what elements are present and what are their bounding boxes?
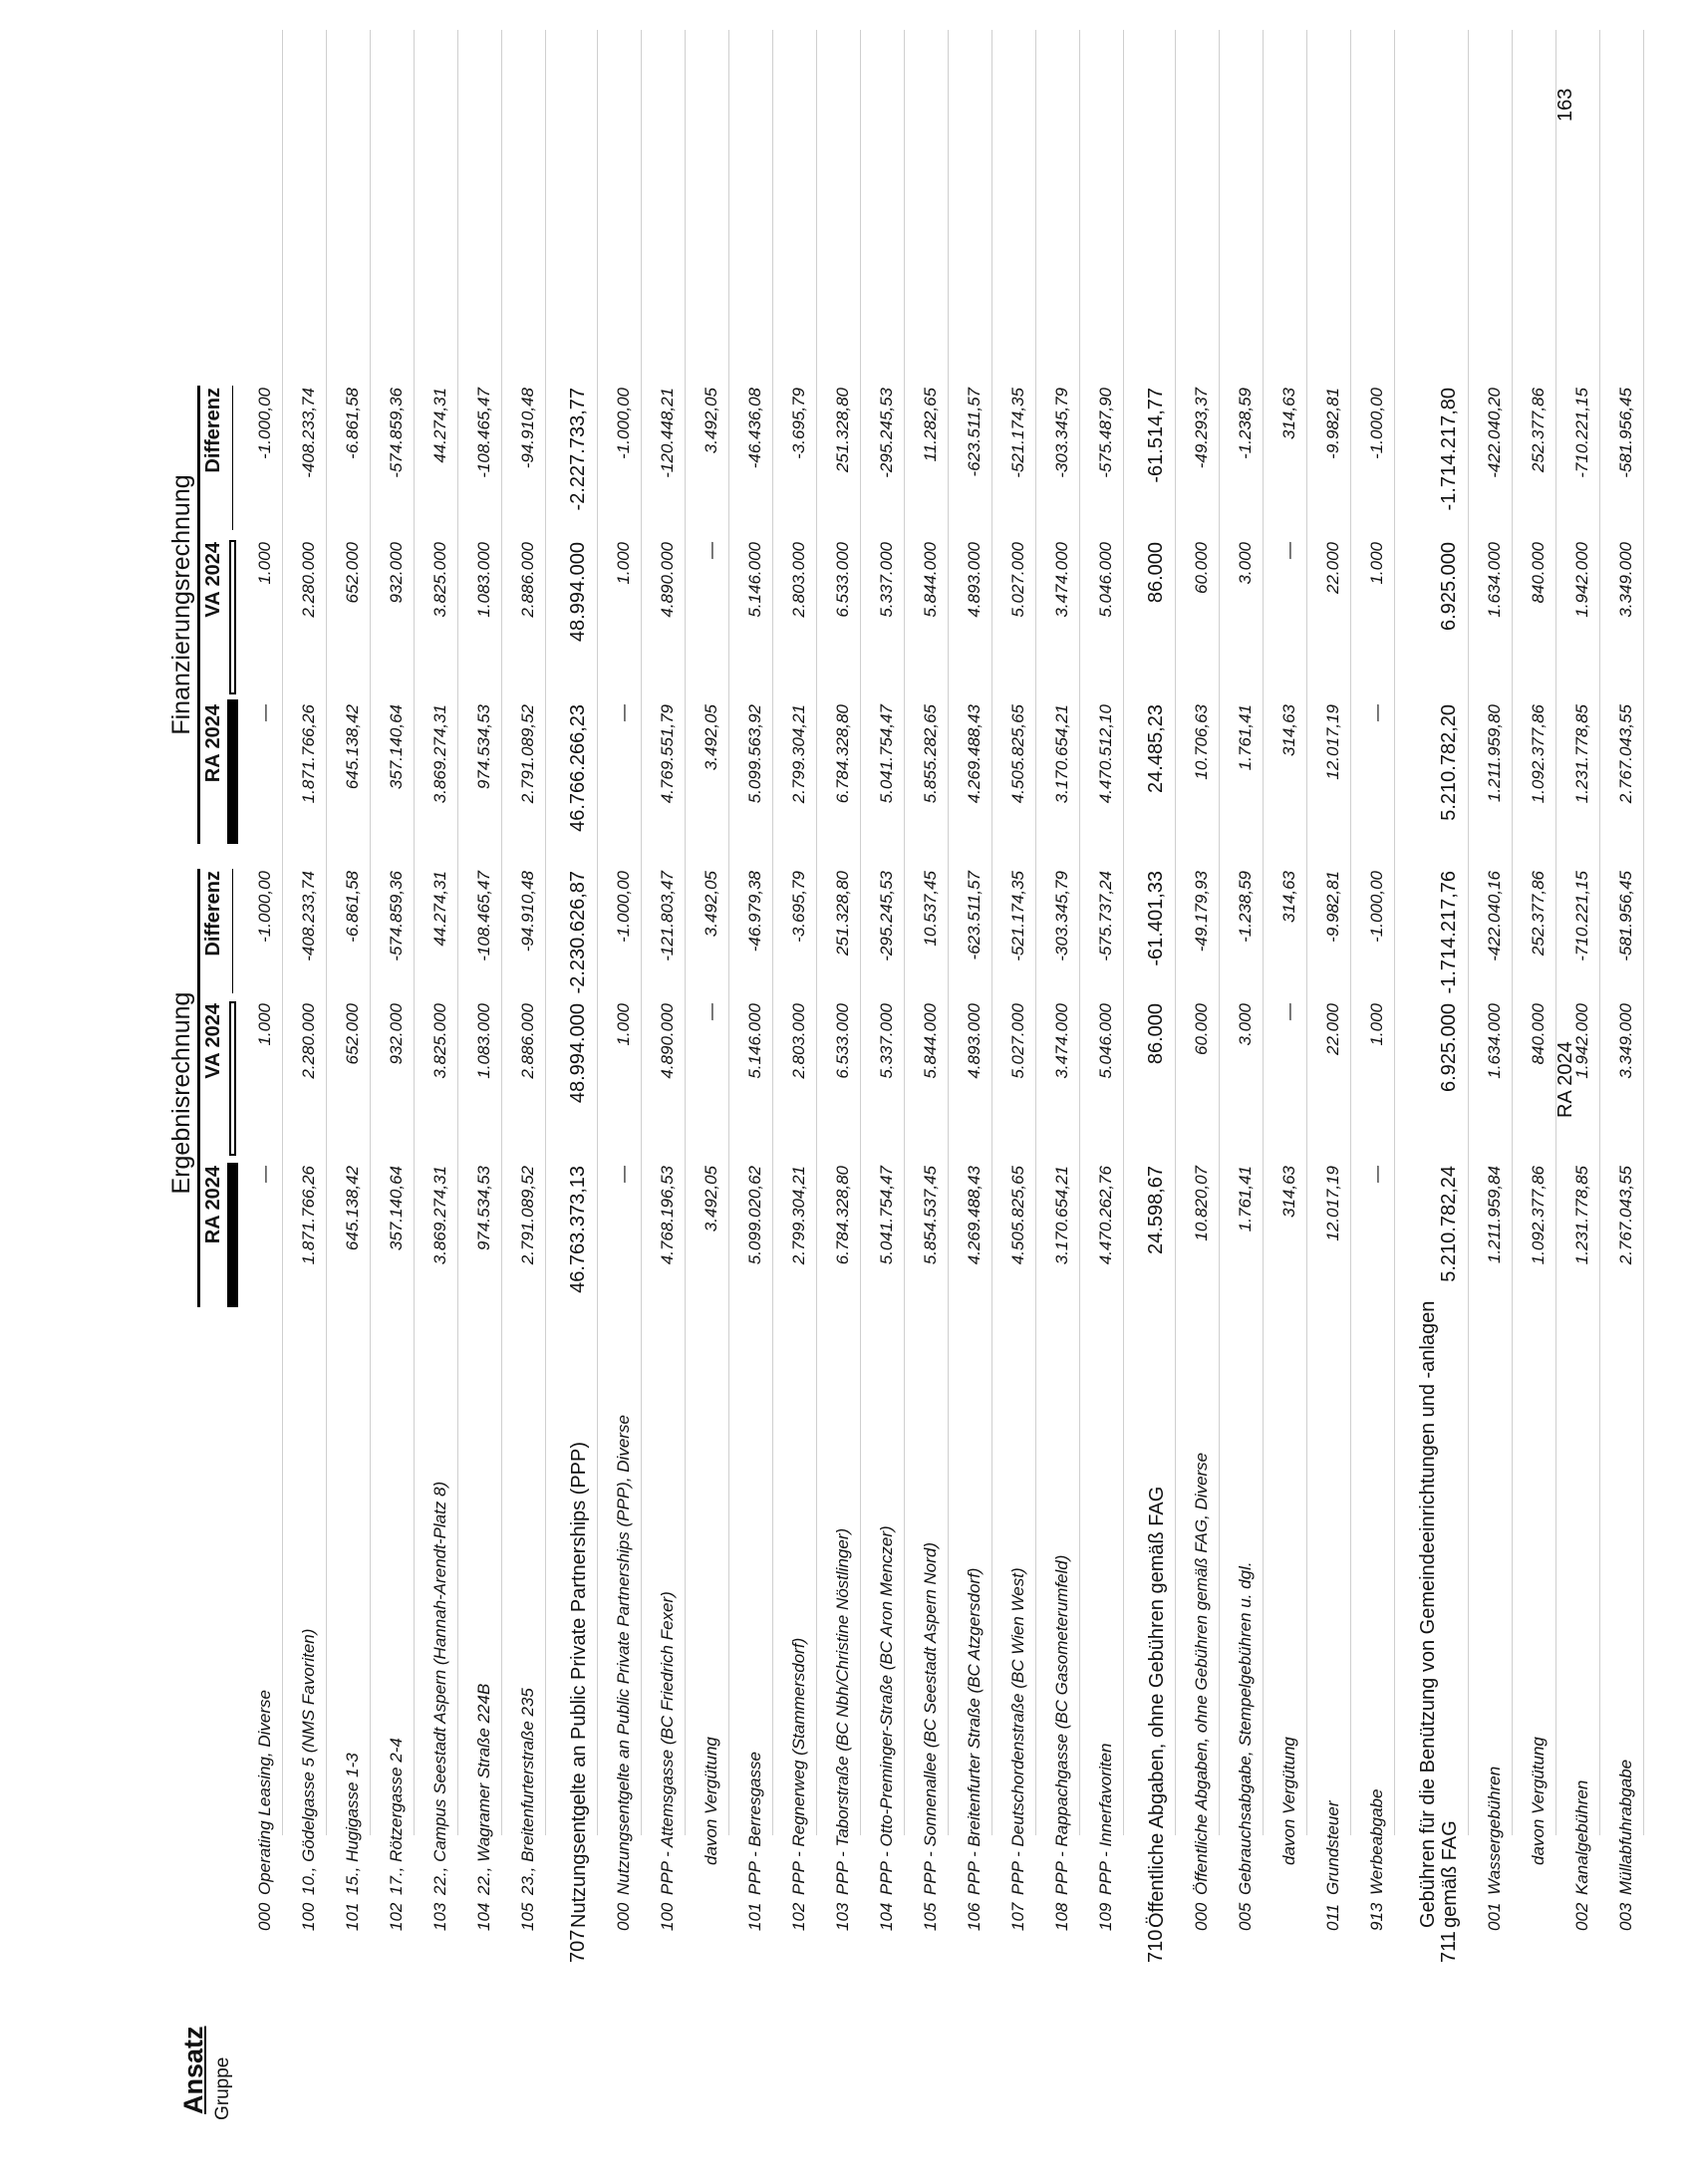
table-row [1176, 0, 1220, 2184]
ergebnis-va-value: 1.000 [614, 1003, 633, 1046]
position-code: 106 [965, 1902, 984, 1931]
ergebnis-ra-value: 974.534,53 [474, 1166, 493, 1251]
finanz-ra-value: — [1367, 704, 1386, 721]
finanz-ra-value: 1.871.766,26 [299, 704, 318, 804]
finanz-va-value: 2.886.000 [518, 542, 537, 618]
ergebnis-diff-value: -3.695,79 [789, 871, 808, 943]
position-code: 002 [1572, 1902, 1591, 1931]
ergebnis-va-value: 4.890.000 [658, 1003, 677, 1079]
finanz-diff-value: -623.511,57 [965, 388, 984, 477]
finanz-ra-value: 1.092.377,86 [1529, 704, 1548, 804]
finanz-ra-value: 6.784.328,80 [833, 704, 852, 804]
ergebnis-ra-value: 46.763.373,13 [567, 1166, 589, 1293]
table-row [1220, 0, 1264, 2184]
ergebnis-ra-value: 10.820,07 [1192, 1166, 1211, 1241]
finanz-va-value: 1.000 [1367, 542, 1386, 585]
ergebnis-va-value: — [702, 1003, 720, 1020]
finanz-va-value: 6.533.000 [833, 542, 852, 618]
finanz-va-value: 60.000 [1192, 542, 1211, 594]
finanz-ra-value: 5.855.282,65 [921, 704, 940, 804]
finanz-diff-value: -1.000,00 [1367, 388, 1386, 459]
ergebnis-diff-value: -9.982,81 [1323, 871, 1342, 943]
row-label: 23., Breitenfurterstraße 235 [518, 1688, 537, 1895]
finanz-col-ra: RA 2024 [202, 704, 224, 783]
row-label: davon Vergütung [702, 1737, 720, 1865]
finanz-ra-value: 5.041.754,47 [877, 704, 896, 804]
finanz-va-value: 22.000 [1323, 542, 1342, 594]
ergebnis-va-bar [229, 1001, 236, 1156]
finanz-diff-value: 11.282,65 [921, 388, 940, 462]
table-row [327, 0, 371, 2184]
table-row [1264, 0, 1307, 2184]
finanz-va-value: 2.803.000 [789, 542, 808, 618]
finanz-va-value: 5.146.000 [745, 542, 764, 618]
ergebnis-diff-value: -61.401,33 [1145, 871, 1167, 966]
ergebnis-diff-value: -422.040,16 [1485, 871, 1504, 961]
position-code: 000 [255, 1902, 274, 1931]
row-label: Öffentliche Abgaben, ohne Gebühren gemäß FAG [1146, 1486, 1168, 1928]
table-row [817, 0, 861, 2184]
finanz-diff-value: 44.274,31 [430, 388, 449, 463]
finanz-diff-value: -1.000,00 [614, 388, 633, 459]
finanz-ra-value: 4.269.488,43 [965, 704, 984, 804]
position-code: 105 [518, 1902, 537, 1931]
finanz-diff-line [232, 386, 233, 530]
ergebnis-va-value: 1.000 [255, 1003, 274, 1046]
finanz-ra-value: 2.791.089,52 [518, 704, 537, 804]
ergebnis-ra-value: 2.791.089,52 [518, 1166, 537, 1265]
ergebnis-va-value: 1.634.000 [1485, 1003, 1504, 1079]
row-label: 22., Wagramer Straße 224B [474, 1683, 493, 1895]
finanz-diff-value: -1.238,59 [1236, 388, 1255, 459]
ergebnis-diff-value: 252.377,86 [1529, 871, 1548, 956]
finanz-diff-value: -3.695,79 [789, 388, 808, 459]
table-row [283, 0, 327, 2184]
ergebnis-va-value: 932.000 [387, 1003, 406, 1065]
row-label: PPP - Innerfavoriten [1096, 1743, 1115, 1895]
finanz-va-value: 2.280.000 [299, 542, 318, 618]
ergebnis-ra-value: 3.492,05 [702, 1166, 720, 1232]
page-number: 163 [1554, 88, 1576, 122]
finanz-ra-value: 645.138,42 [343, 704, 362, 790]
position-code: 101 [745, 1902, 764, 1931]
finanz-ra-value: 357.140,64 [387, 704, 406, 790]
finanz-title: Finanzierungsrechnung [167, 474, 195, 735]
table-row [239, 0, 283, 2184]
finanz-diff-value: -581.956,45 [1616, 388, 1635, 478]
finanz-va-value: 5.337.000 [877, 542, 896, 618]
ergebnis-va-value: 2.280.000 [299, 1003, 318, 1079]
finanz-ra-value: 2.767.043,55 [1616, 704, 1635, 804]
ergebnis-ra-value: 3.170.654,21 [1052, 1166, 1071, 1265]
ergebnis-diff-value: -121.803,47 [658, 871, 677, 961]
table-row [1036, 0, 1080, 2184]
finanz-ra-value: 4.470.512,10 [1096, 704, 1115, 804]
table-row [1469, 0, 1513, 2184]
ergebnis-col-ra: RA 2024 [202, 1166, 224, 1244]
finanz-diff-value: -1.714.217,80 [1438, 388, 1460, 511]
table-row [502, 0, 546, 2184]
finanz-diff-value: -46.436,08 [745, 388, 764, 469]
row-label: Gebühren für die Benützung von Gemeindeeinrichtungen und -anlagen gemäß FAG [1417, 1300, 1461, 1928]
finanz-diff-value: -2.227.733,77 [567, 388, 589, 511]
ergebnis-va-value: 86.000 [1145, 1003, 1167, 1065]
ergebnis-va-value: 5.844.000 [921, 1003, 940, 1079]
finanz-ra-value: 12.017,19 [1323, 704, 1342, 780]
ergebnis-diff-line [232, 869, 233, 993]
finanz-diff-value: -295.245,53 [877, 388, 896, 478]
position-code: 103 [833, 1902, 852, 1931]
table-row [546, 0, 598, 2184]
ergebnis-ra-value: — [255, 1166, 274, 1183]
ergebnis-va-value: 2.886.000 [518, 1003, 537, 1079]
finanz-diff-value: 251.328,80 [833, 388, 852, 473]
finanz-diff-value: -6.861,58 [343, 388, 362, 459]
row-label: Werbeabgabe [1367, 1788, 1386, 1895]
row-label: Nutzungsentgelte an Public Private Partnerships (PPP), Diverse [614, 1415, 633, 1895]
finanz-va-value: 1.083.000 [474, 542, 493, 618]
finanz-va-value: — [1279, 542, 1298, 559]
ergebnis-diff-value: -1.000,00 [614, 871, 633, 943]
finanz-ra-value: 46.766.266,23 [567, 704, 589, 832]
ergebnis-diff-value: -49.179,93 [1192, 871, 1211, 953]
ergebnis-diff-value: -108.465,47 [474, 871, 493, 961]
position-code: 001 [1485, 1902, 1504, 1931]
ergebnis-va-value: 4.893.000 [965, 1003, 984, 1079]
table-row [686, 0, 729, 2184]
ergebnis-ra-value: 4.768.196,53 [658, 1166, 677, 1265]
row-label: 15., Hugigasse 1-3 [343, 1753, 362, 1895]
position-code: 000 [1192, 1902, 1211, 1931]
position-code: 102 [789, 1902, 808, 1931]
table-row [415, 0, 458, 2184]
finanz-va-value: 3.349.000 [1616, 542, 1635, 618]
finanz-va-value: 3.474.000 [1052, 542, 1071, 618]
position-code: 109 [1096, 1902, 1115, 1931]
group-number: 711 [1438, 1931, 1460, 1963]
table-row [949, 0, 992, 2184]
row-label: PPP - Breitenfurter Straße (BC Atzgersdorf) [965, 1567, 984, 1895]
ergebnis-va-value: 3.474.000 [1052, 1003, 1071, 1079]
row-label: PPP - Sonnenallee (BC Seestadt Aspern Nord) [921, 1541, 940, 1895]
position-code: 003 [1616, 1902, 1635, 1931]
finanz-ra-value: 314,63 [1279, 704, 1298, 756]
ergebnis-diff-value: -94.910,48 [518, 871, 537, 953]
ergebnis-diff-value: -1.000,00 [1367, 871, 1386, 943]
ansatz-heading: Ansatz [178, 2026, 208, 2114]
gruppe-heading: Gruppe [212, 2056, 233, 2120]
finanz-va-value: 86.000 [1145, 542, 1167, 604]
finanz-va-value: 3.000 [1236, 542, 1255, 585]
table-row [729, 0, 773, 2184]
table-row [905, 0, 949, 2184]
table-row [458, 0, 502, 2184]
row-label: Kanalgebühren [1572, 1779, 1591, 1895]
finanz-ra-value: 5.210.782,20 [1438, 704, 1460, 821]
ergebnis-va-value: 6.533.000 [833, 1003, 852, 1079]
ergebnis-col-diff: Differenz [202, 871, 224, 956]
position-code: 105 [921, 1902, 940, 1931]
ergebnis-va-value: 5.027.000 [1008, 1003, 1027, 1079]
ergebnis-diff-value: -710.221,15 [1572, 871, 1591, 961]
ergebnis-diff-value: -1.000,00 [255, 871, 274, 943]
finanz-diff-value: -49.293,37 [1192, 388, 1211, 469]
ergebnis-ra-value: 314,63 [1279, 1166, 1298, 1218]
ergebnis-va-value: 1.000 [1367, 1003, 1386, 1046]
ergebnis-diff-value: -575.737,24 [1096, 871, 1115, 961]
position-code: 102 [387, 1902, 406, 1931]
row-label: Wassergebühren [1485, 1766, 1504, 1895]
ergebnis-ra-value: 1.211.959,84 [1485, 1166, 1504, 1263]
footer-report: RA 2024 [1554, 1041, 1576, 1118]
ergebnis-ra-value: 5.854.537,45 [921, 1166, 940, 1265]
finanz-ra-value: 3.869.274,31 [430, 704, 449, 804]
finanz-va-value: 48.994.000 [567, 542, 589, 643]
position-code: 913 [1367, 1902, 1386, 1931]
finanz-ra-value: 4.769.551,79 [658, 704, 677, 804]
ergebnis-diff-value: -46.979,38 [745, 871, 764, 953]
finanz-ra-value: 2.799.304,21 [789, 704, 808, 804]
finanz-diff-value: -108.465,47 [474, 388, 493, 478]
row-label: davon Vergütung [1529, 1737, 1548, 1865]
row-label: Gebrauchsabgabe, Stempelgebühren u. dgl. [1236, 1561, 1255, 1895]
finanz-va-value: 4.890.000 [658, 542, 677, 618]
finanz-diff-value: 314,63 [1279, 388, 1298, 439]
ergebnis-diff-value: -295.245,53 [877, 871, 896, 961]
finanz-ra-bar [227, 699, 238, 844]
finanz-ra-value: 5.099.563,92 [745, 704, 764, 804]
ergebnis-ra-value: — [614, 1166, 633, 1183]
ergebnis-rule [197, 869, 200, 1307]
finanz-col-diff: Differenz [202, 388, 224, 473]
ergebnis-ra-value: 5.210.782,24 [1438, 1166, 1460, 1282]
finanz-va-value: 3.825.000 [430, 542, 449, 618]
row-label: PPP - Taborstraße (BC Nbh/Christine Nöstlinger) [833, 1527, 852, 1895]
ergebnis-diff-value: -408.233,74 [299, 871, 318, 961]
ergebnis-ra-value: 4.269.488,43 [965, 1166, 984, 1265]
ergebnis-va-value: 3.349.000 [1616, 1003, 1635, 1079]
finanz-diff-value: -303.345,79 [1052, 388, 1071, 478]
row-label: 22., Campus Seestadt Aspern (Hannah-Arendt-Platz 8) [430, 1481, 449, 1895]
ergebnis-diff-value: -1.238,59 [1236, 871, 1255, 943]
finanz-ra-value: — [614, 704, 633, 721]
row-label: Öffentliche Abgaben, ohne Gebühren gemäß FAG, Diverse [1192, 1452, 1211, 1895]
ergebnis-ra-value: 24.598,67 [1145, 1166, 1167, 1254]
finanz-diff-value: -521.174,35 [1008, 388, 1027, 478]
position-code: 108 [1052, 1902, 1071, 1931]
ergebnis-va-value: 2.803.000 [789, 1003, 808, 1079]
ergebnis-diff-value: -1.714.217,76 [1438, 871, 1460, 994]
ergebnis-ra-bar [227, 1163, 238, 1307]
ergebnis-diff-value: 44.274,31 [430, 871, 449, 947]
position-code: 011 [1323, 1903, 1342, 1931]
finanz-va-value: 1.000 [614, 542, 633, 585]
group-number: 707 [567, 1929, 589, 1963]
position-code: 005 [1236, 1902, 1255, 1931]
ergebnis-ra-value: 1.761,41 [1236, 1166, 1255, 1232]
position-code: 104 [474, 1902, 493, 1931]
ergebnis-va-value: 1.942.000 [1572, 1003, 1591, 1079]
finanz-va-value: 5.844.000 [921, 542, 940, 618]
table-row [642, 0, 686, 2184]
finanz-diff-value: -9.982,81 [1323, 388, 1342, 459]
ergebnis-ra-value: 1.871.766,26 [299, 1166, 318, 1265]
row-label: Nutzungsentgelte an Public Private Partnerships (PPP) [568, 1441, 590, 1928]
finanz-va-value: 932.000 [387, 542, 406, 604]
ergebnis-diff-value: 251.328,80 [833, 871, 852, 956]
ergebnis-title: Ergebnisrechnung [167, 991, 195, 1195]
finanz-diff-value: -422.040,20 [1485, 388, 1504, 478]
ergebnis-ra-value: 357.140,64 [387, 1166, 406, 1251]
finanz-va-value: 840.000 [1529, 542, 1548, 604]
table-row [1307, 0, 1351, 2184]
ergebnis-diff-value: -2.230.626,87 [567, 871, 589, 994]
ergebnis-va-value: 48.994.000 [567, 1003, 589, 1104]
row-label: PPP - Berresgasse [745, 1752, 764, 1895]
position-code: 104 [877, 1902, 896, 1931]
ergebnis-va-value: 840.000 [1529, 1003, 1548, 1065]
row-label: PPP - Attemsgasse (BC Friedrich Fexer) [658, 1591, 677, 1895]
table-row [1600, 0, 1644, 2184]
ergebnis-col-va: VA 2024 [202, 1003, 224, 1079]
ergebnis-va-value: 60.000 [1192, 1003, 1211, 1055]
ergebnis-va-value: 6.925.000 [1438, 1003, 1460, 1092]
ergebnis-ra-value: 4.470.262,76 [1096, 1166, 1115, 1265]
finanz-diff-value: 3.492,05 [702, 388, 720, 454]
finanz-va-value: 652.000 [343, 542, 362, 604]
ergebnis-ra-value: 645.138,42 [343, 1166, 362, 1251]
row-label: PPP - Otto-Preminger-Straße (BC Aron Menczer) [877, 1525, 896, 1895]
ergebnis-ra-value: 1.092.377,86 [1529, 1166, 1548, 1265]
finanz-ra-value: 24.485,23 [1145, 704, 1167, 793]
ergebnis-va-value: 3.000 [1236, 1003, 1255, 1046]
ergebnis-ra-value: 5.099.020,62 [745, 1166, 764, 1265]
ergebnis-diff-value: -623.511,57 [965, 871, 984, 960]
position-code: 100 [658, 1902, 677, 1931]
ergebnis-ra-value: — [1367, 1166, 1386, 1183]
finanz-ra-value: — [255, 704, 274, 721]
finanz-va-value: 6.925.000 [1438, 542, 1460, 631]
table-row [1395, 0, 1469, 2184]
ergebnis-ra-value: 4.505.825,65 [1008, 1166, 1027, 1265]
row-label: Müllabfuhrabgabe [1616, 1759, 1635, 1895]
finanz-va-value: 5.027.000 [1008, 542, 1027, 618]
finanz-ra-value: 4.505.825,65 [1008, 704, 1027, 804]
finanz-va-value: 1.000 [255, 542, 274, 585]
finanz-ra-value: 3.492,05 [702, 704, 720, 771]
table-row [773, 0, 817, 2184]
finanz-diff-value: -1.000,00 [255, 388, 274, 459]
position-code: 000 [614, 1902, 633, 1931]
finanz-va-value: 1.942.000 [1572, 542, 1591, 618]
ergebnis-ra-value: 2.799.304,21 [789, 1166, 808, 1265]
ergebnis-diff-value: -574.859,36 [387, 871, 406, 961]
finanz-ra-value: 1.761,41 [1236, 704, 1255, 771]
finanz-va-value: 1.634.000 [1485, 542, 1504, 618]
row-label: 17., Rötzergasse 2-4 [387, 1738, 406, 1895]
position-code: 107 [1008, 1902, 1027, 1931]
finanz-ra-value: 1.231.778,85 [1572, 704, 1591, 804]
position-code: 103 [430, 1902, 449, 1931]
finanz-diff-value: 252.377,86 [1529, 388, 1548, 473]
finanz-rule [197, 386, 200, 844]
ergebnis-va-value: 1.083.000 [474, 1003, 493, 1079]
ergebnis-diff-value: 314,63 [1279, 871, 1298, 923]
finanz-ra-value: 3.170.654,21 [1052, 704, 1071, 804]
finanz-diff-value: -94.910,48 [518, 388, 537, 469]
row-separator [1643, 30, 1644, 1835]
ergebnis-diff-value: 3.492,05 [702, 871, 720, 938]
ergebnis-ra-value: 2.767.043,55 [1616, 1166, 1635, 1265]
finanz-diff-value: -710.221,15 [1572, 388, 1591, 478]
ergebnis-ra-value: 6.784.328,80 [833, 1166, 852, 1265]
finanz-va-value: 5.046.000 [1096, 542, 1115, 618]
table-row [1124, 0, 1176, 2184]
finanz-va-value: — [702, 542, 720, 559]
finanz-ra-value: 974.534,53 [474, 704, 493, 790]
table-row [1080, 0, 1124, 2184]
ergebnis-va-value: 5.337.000 [877, 1003, 896, 1079]
ergebnis-ra-value: 1.231.778,85 [1572, 1166, 1591, 1265]
finanz-col-va: VA 2024 [202, 542, 224, 618]
finanz-diff-value: -574.859,36 [387, 388, 406, 478]
ergebnis-diff-value: -581.956,45 [1616, 871, 1635, 961]
ergebnis-diff-value: 10.537,45 [921, 871, 940, 947]
row-label: 10., Gödelgasse 5 (NMS Favoriten) [299, 1628, 318, 1895]
group-number: 710 [1145, 1929, 1167, 1963]
finanz-va-value: 4.893.000 [965, 542, 984, 618]
row-label: Operating Leasing, Diverse [255, 1689, 274, 1895]
table-row [1351, 0, 1395, 2184]
row-label: PPP - Regnerweg (Stammersdorf) [789, 1637, 808, 1895]
row-label: Grundsteuer [1323, 1800, 1342, 1895]
position-code: 100 [299, 1902, 318, 1931]
ergebnis-ra-value: 12.017,19 [1323, 1166, 1342, 1241]
table-row [598, 0, 642, 2184]
finanz-diff-value: -61.514,77 [1145, 388, 1167, 483]
finanz-va-bar [229, 540, 236, 694]
finanz-diff-value: -408.233,74 [299, 388, 318, 478]
position-code: 101 [343, 1902, 362, 1931]
table-row [861, 0, 905, 2184]
ergebnis-va-value: 652.000 [343, 1003, 362, 1065]
ergebnis-va-value: 5.146.000 [745, 1003, 764, 1079]
table-row [1513, 0, 1556, 2184]
ergebnis-va-value: 22.000 [1323, 1003, 1342, 1055]
row-label: PPP - Deutschordenstraße (BC Wien West) [1008, 1567, 1027, 1895]
finanz-diff-value: -120.448,21 [658, 388, 677, 478]
ergebnis-va-value: — [1279, 1003, 1298, 1020]
ergebnis-diff-value: -521.174,35 [1008, 871, 1027, 961]
ergebnis-ra-value: 5.041.754,47 [877, 1166, 896, 1265]
ergebnis-va-value: 5.046.000 [1096, 1003, 1115, 1079]
row-label: PPP - Rappachgasse (BC Gasometerumfeld) [1052, 1554, 1071, 1895]
ergebnis-va-value: 3.825.000 [430, 1003, 449, 1079]
finanz-ra-value: 1.211.959,80 [1485, 704, 1504, 802]
finanz-diff-value: -575.487,90 [1096, 388, 1115, 478]
ergebnis-ra-value: 3.869.274,31 [430, 1166, 449, 1265]
table-row [992, 0, 1036, 2184]
table-row [371, 0, 415, 2184]
ergebnis-diff-value: -303.345,79 [1052, 871, 1071, 961]
row-label: davon Vergütung [1279, 1737, 1298, 1865]
finanz-ra-value: 10.706,63 [1192, 704, 1211, 780]
ergebnis-diff-value: -6.861,58 [343, 871, 362, 943]
